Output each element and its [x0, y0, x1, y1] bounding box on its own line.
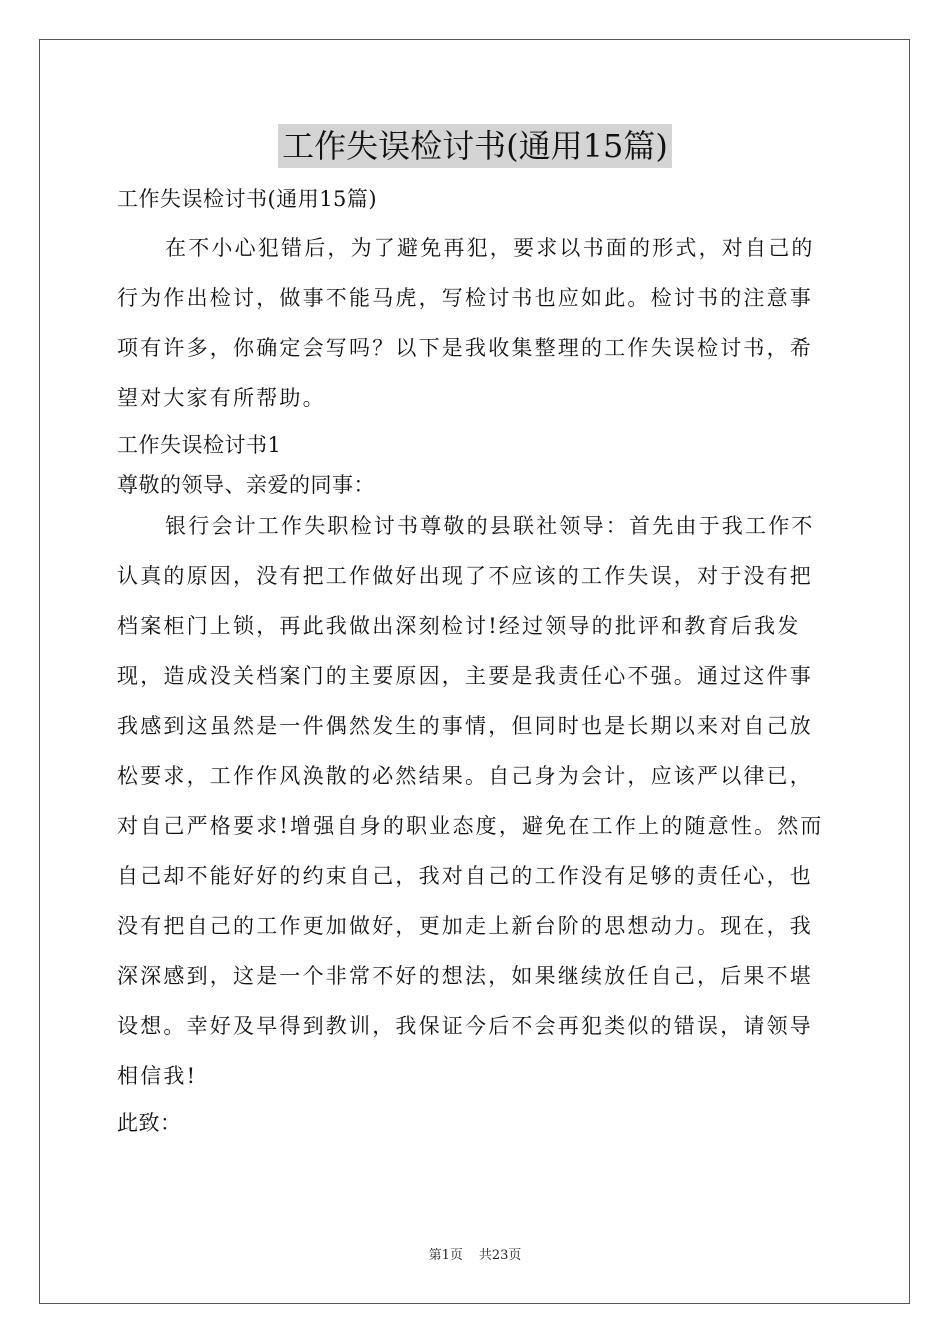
section-heading: 工作失误检讨书1 — [117, 433, 282, 457]
subtitle: 工作失误检讨书(通用15篇) — [117, 187, 378, 211]
document-title: 工作失误检讨书(通用15篇) — [278, 124, 672, 168]
closing-line: 此致： — [117, 1111, 182, 1135]
page-footer — [0, 1247, 950, 1265]
body-paragraph: 银行会计工作失职检讨书尊敬的县联社领导：首先由于我工作不认真的原因，没有把工作做好出现了不应该的工作失误，对于没有把档案柜门上锁，再此我做出深刻检讨!经过领导的批评和教育后我发现，造成没关档案门的主要原因，主要是我责任心不强。通过这件事我感到这虽然是一件偶然发生的事情，但同时也是长期以来对自己放松要求，工作作风涣散的必然结果。自己身为会计，应该严以律已，对自己严格要求!增强自身的职业态度，避免在工作上的随意性。然而自己却不能好好的约束自己，我对自己的工作没有足够的责任心，也没有把自己的工作更加做好，更加走上新台阶的思想动力。现在，我深深感到，这是一个非常不好的想法，如果继续放任自己，后果不堪设想。幸好及早得到教训，我保证今后不会再犯类似的错误，请领导相信我! — [117, 514, 824, 1088]
intro-paragraph: 在不小心犯错后，为了避免再犯，要求以书面的形式，对自己的行为作出检讨，做事不能马虎，写检讨书也应如此。检讨书的注意事项有许多，你确定会写吗？以下是我收集整理的工作失误检讨书，希望对大家有所帮助。 — [117, 236, 815, 410]
title-container — [0, 124, 950, 168]
page-number: 第1页 — [428, 1248, 463, 1263]
page-total: 共23页 — [478, 1248, 522, 1263]
document-body — [117, 179, 833, 1135]
salutation: 尊敬的领导、亲爱的同事： — [117, 473, 375, 497]
